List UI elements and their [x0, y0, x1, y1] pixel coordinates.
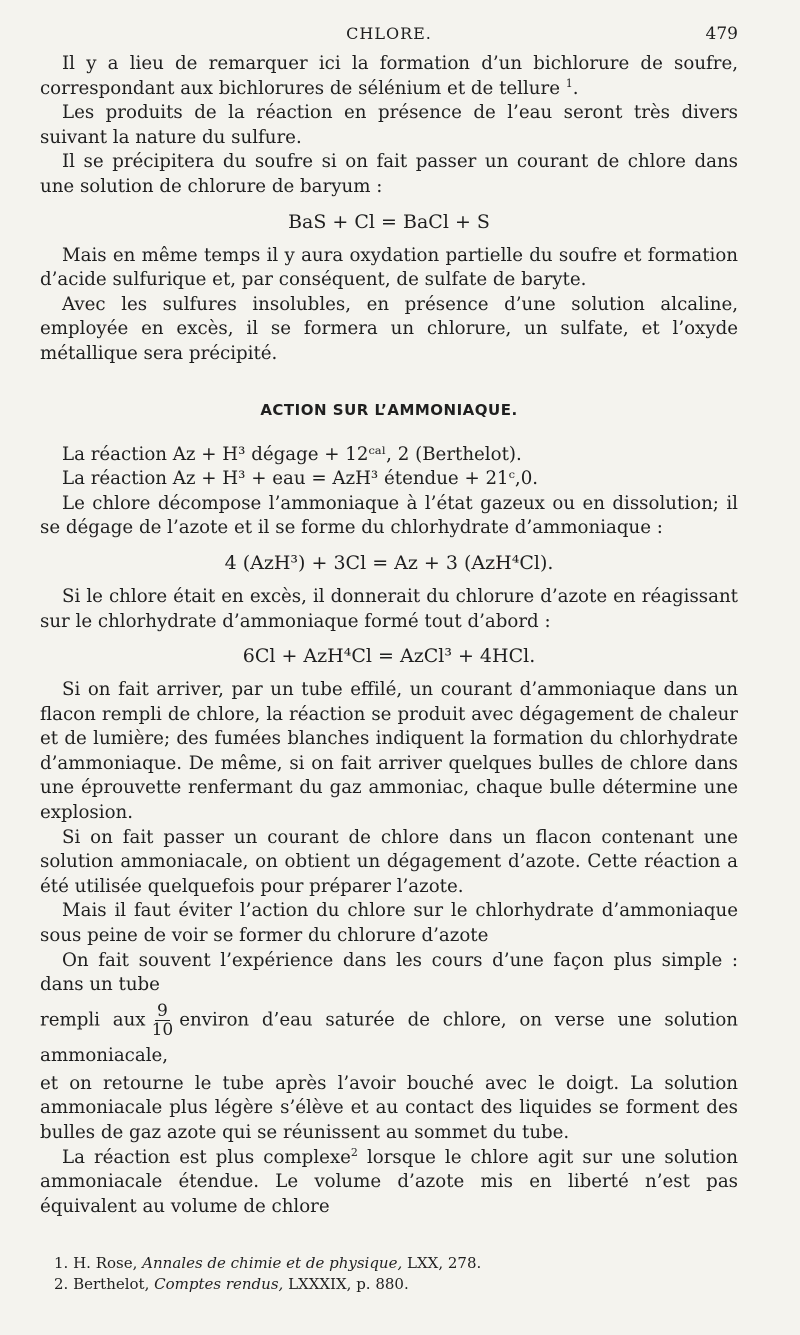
footnote-title: Annales de chimie et de physique,: [142, 1254, 403, 1273]
footnote-ref-2: 2: [350, 1145, 358, 1159]
equation-bas: BaS + Cl = BaCl + S: [288, 210, 490, 233]
paragraph-decomposition: Le chlore décompose l’ammoniaque à l’état gazeux ou en dissolution; il se dégage de l’azote et il se forme du chlorhydrate d’ammoniaque :: [40, 492, 738, 539]
paragraph-retourne-tube: et on retourne le tube après l’avoir bouché avec le doigt. La solution ammoniacale plus légère s’élève et au contact des liquides se forment des bulles de gaz azote qui se réunissent au sommet du tube.: [40, 1072, 738, 1143]
footnote-number: 2.: [54, 1275, 69, 1294]
paragraph-text: Il y a lieu de remarquer ici la formation d’un bichlorure de soufre, correspondant aux bichlorures de sélénium et de tellure: [40, 53, 738, 99]
footnote-title: Comptes rendus,: [154, 1275, 284, 1294]
running-title: CHLORE.: [346, 24, 432, 43]
fraction-numerator: 9: [156, 1000, 168, 1021]
footnote-2: [54, 1274, 738, 1295]
paragraph-complexe-start: La réaction est plus complexe: [62, 1146, 351, 1168]
paragraph-experience: On fait souvent l’expérience dans les cours d’une façon plus simple : dans un tube: [40, 949, 738, 996]
footnote-ref: LXX, 278.: [407, 1254, 482, 1273]
paragraph-complexe: [40, 1146, 738, 1220]
fraction-line-post: environ d’eau saturée de chlore, on verse une solution ammoniacale,: [40, 1009, 739, 1066]
paragraph-chlore-exces: Si le chlore était en excès, il donnerait du chlorure d’azote en réagissant sur le chlorhydrate d’ammoniaque formé tout d’abord :: [40, 585, 738, 632]
footnote-author: H. Rose,: [73, 1254, 138, 1273]
reaction-line-1: La réaction Az + H³ dégage + 12ᶜᵃˡ, 2 (Berthelot).: [62, 443, 522, 465]
footnote-number: 1.: [54, 1254, 69, 1273]
paragraph-produits: Les produits de la réaction en présence de l’eau seront très divers suivant la nature du sulfure.: [40, 102, 738, 148]
section-title: ACTION SUR L’AMMONIAQUE.: [260, 400, 518, 419]
paragraph-sulfures-insolubles: Avec les sulfures insolubles, en présence d’une solution alcaline, employée en excès, il se formera un chlorure, un sulfate, et l’oxyde métallique sera précipité.: [40, 293, 738, 364]
equation-ammoniaque: 4 (AzH³) + 3Cl = Az + 3 (AzH⁴Cl).: [224, 551, 554, 574]
footnote-ref-1: 1: [565, 76, 573, 90]
paragraph-tube-effile: Si on fait arriver, par un tube effilé, un courant d’ammoniaque dans un flacon rempli de chlore, la réaction se produit avec dégagement de chaleur et de lumière; des fumées blanches indiquent la formation du chlorhydrate d’ammoniaque. De même, si on fait arriver quelques bulles de chlore dans une éprouvette renfermant du gaz ammoniac, chaque bulle détermine une explosion.: [40, 679, 738, 824]
fraction-line-pre: rempli aux: [40, 1009, 146, 1031]
paragraph-precipitation: Il se précipitera du soufre si on fait passer un courant de chlore dans une solution de chlorure de baryum :: [40, 151, 738, 197]
footnote-ref: LXXXIX, p. 880.: [288, 1275, 409, 1294]
footnote-1: [54, 1253, 738, 1274]
footnote-author: Berthelot,: [73, 1275, 150, 1294]
page-header: [40, 22, 738, 52]
fraction-denominator: 10: [151, 1019, 174, 1040]
page-number: 479: [705, 24, 738, 44]
paragraph-oxydation: Mais en même temps il y aura oxydation partielle du soufre et formation d’acide sulfurique et, par conséquent, de sulfate de baryte.: [40, 244, 738, 291]
equation-chlorure-azote: 6Cl + AzH⁴Cl = AzCl³ + 4HCl.: [242, 645, 536, 668]
paragraph-bichlorure: Il y a lieu de remarquer ici la formation d’un bichlorure de soufre, correspondant aux bichlorures de sélénium et de tellure $^1$.: [40, 53, 738, 99]
paragraph-complexe-end: lorsque le chlore agit sur une solution ammoniacale étendue. Le volume d’azote mis en liberté n’est pas équivalent au volume de chlore: [40, 1146, 739, 1217]
paragraph-fraction-line: [40, 1002, 738, 1072]
paragraph-solution-ammoniacale: Si on fait passer un courant de chlore dans un flacon contenant une solution ammoniacale, on obtient un dégagement d’azote. Cette réaction a été utilisée quelquefois pour préparer l’azote.: [40, 826, 738, 897]
footnotes: [40, 1253, 738, 1295]
paragraph-eviter: Mais il faut éviter l’action du chlore sur le chlorhydrate d’ammoniaque sous peine de voir se former du chlorure d’azote: [40, 900, 738, 947]
fraction-nine-tenths: [150, 1002, 176, 1039]
reaction-line-2: La réaction Az + H³ + eau = AzH³ étendue + 21ᶜ,0.: [62, 468, 539, 490]
